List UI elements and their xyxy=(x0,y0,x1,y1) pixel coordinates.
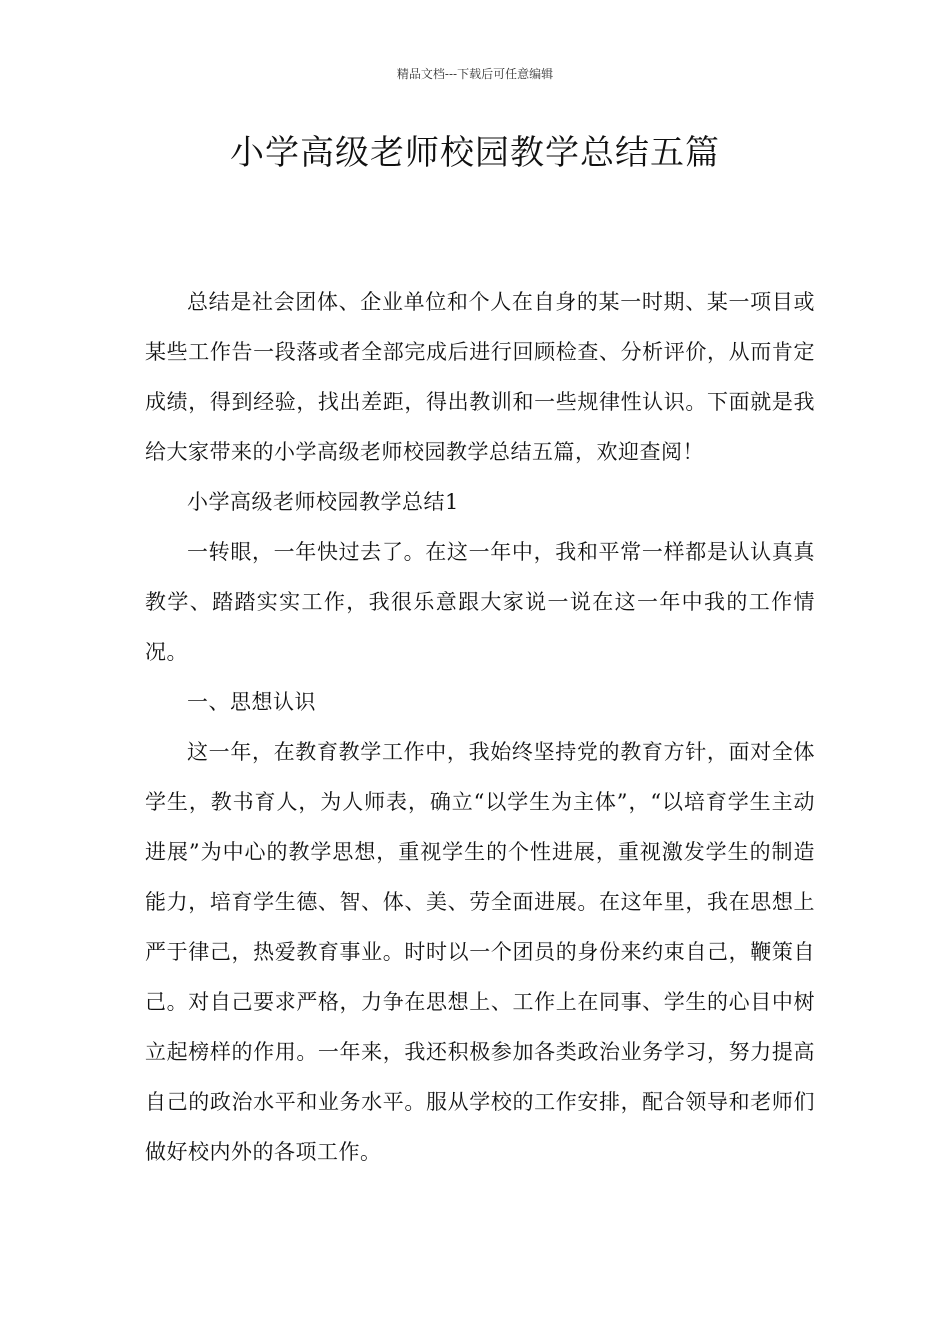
section-heading-thought: 一、思想认识 xyxy=(187,690,316,714)
document-title: 小学高级老师校园教学总结五篇 xyxy=(230,133,720,173)
body-paragraph: 一转眼，一年快过去了。在这一年中，我和平常一样都是认认真真教学、踏踏实实工作，我很乐意跟大家说一说在这一年中我的工作情况。 xyxy=(145,540,815,664)
body-paragraph: 这一年，在教育教学工作中，我始终坚持党的教育方针，面对全体学生，教书育人，为人师表，确立“以学生为主体”，“以培育学生主动进展”为中心的教学思想，重视学生的个性进展，重视激发学生的制造能力，培育学生德、智、体、美、劳全面进展。在这年里，我在思想上严于律己，热爱教育事业。时时以一个团员的身份来约束自己，鞭策自己。对自己要求严格，力争在思想上、工作上在同事、学生的心目中树立起榜样的作用。一年来，我还积极参加各类政治业务学习，努力提高自己的政治水平和业务水平。服从学校的工作安排，配合领导和老师们做好校内外的各项工作。 xyxy=(145,740,815,1164)
header-note: 精品文档---下载后可任意编辑 xyxy=(396,67,554,81)
section-heading-summary-1: 小学高级老师校园教学总结1 xyxy=(187,490,459,514)
intro-paragraph: 总结是社会团体、企业单位和个人在自身的某一时期、某一项目或某些工作告一段落或者全部完成后进行回顾检查、分析评价，从而肯定成绩，得到经验，找出差距，得出教训和一些规律性认识。下面就是我给大家带来的小学高级老师校园教学总结五篇，欢迎查阅！ xyxy=(145,290,815,464)
document-body xyxy=(145,277,815,1177)
